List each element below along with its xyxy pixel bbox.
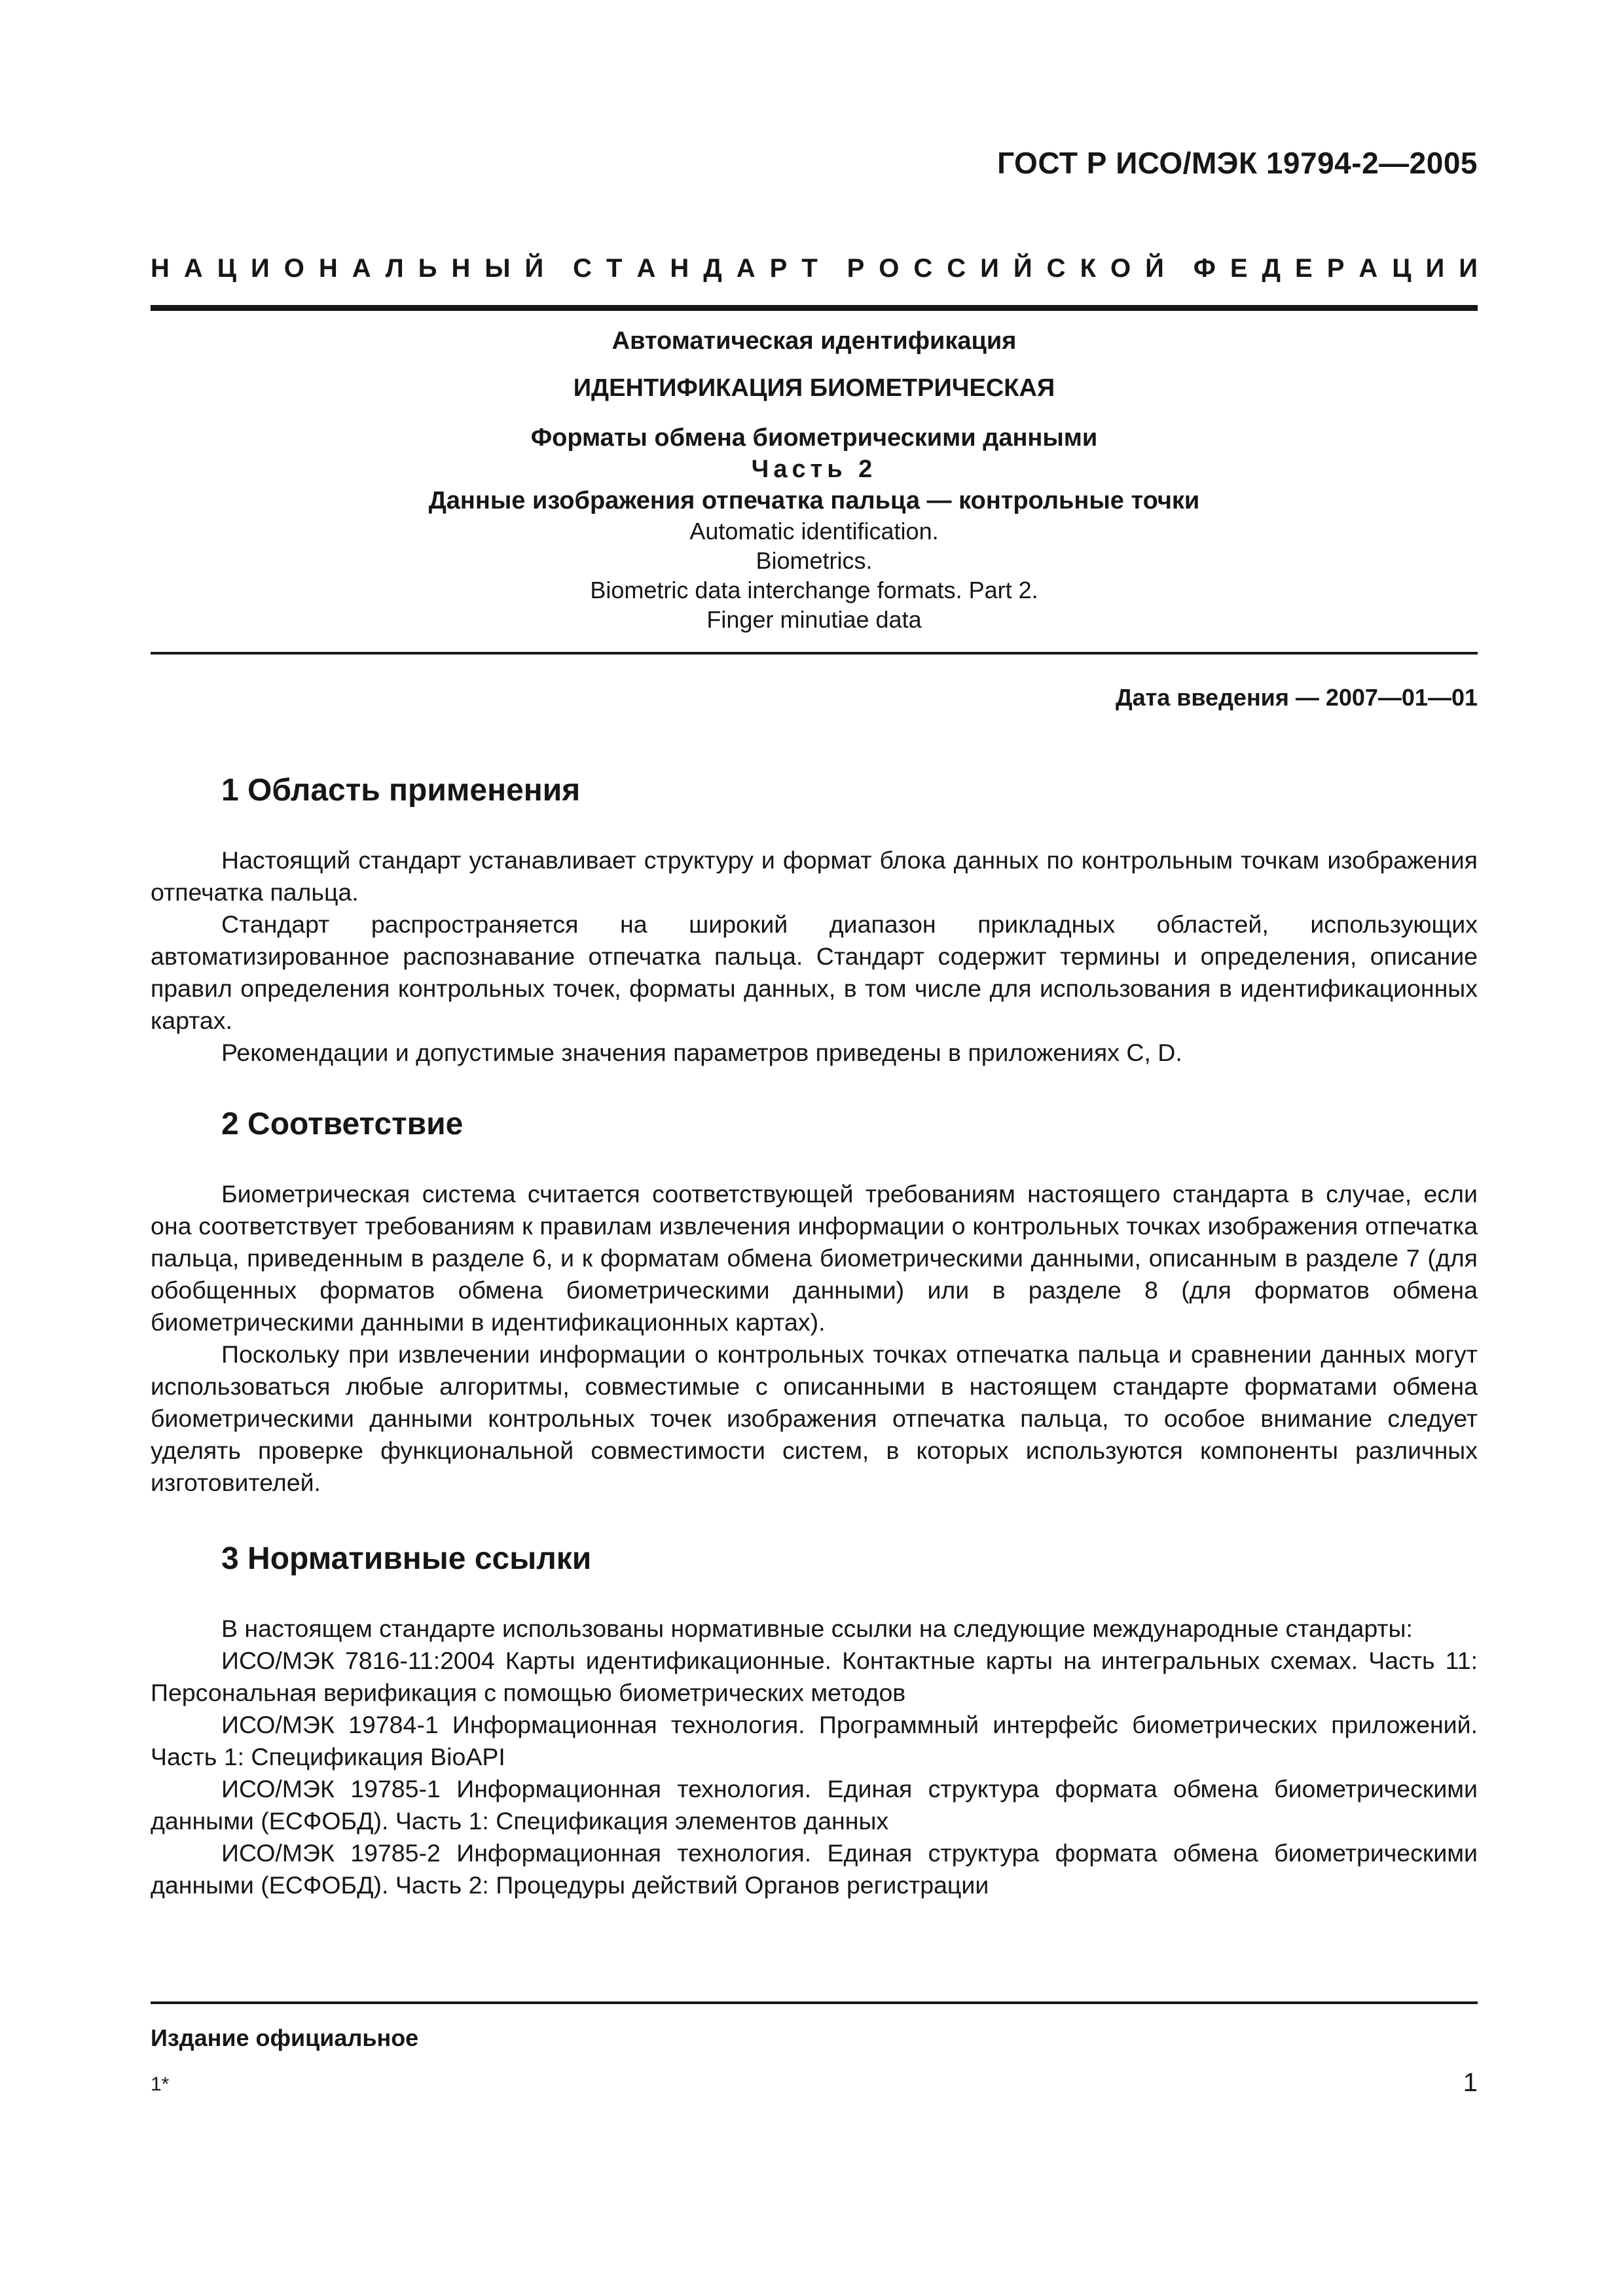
heading-letter: Й	[524, 254, 544, 283]
section-conformance	[151, 1105, 1478, 1499]
section-heading: 1 Область применения	[221, 773, 581, 808]
heading-letter: А	[636, 254, 656, 283]
heading-letter: Ь	[418, 254, 437, 283]
introduction-date: Дата введения — 2007—01—01	[1115, 684, 1478, 711]
heading-letter: Р	[1326, 254, 1345, 283]
heading-letter: А	[183, 254, 203, 283]
title-line: Автоматическая идентификация	[611, 327, 1017, 355]
paragraph: Биометрическая система считается соответствующей требованиям настоящего стандарта в случае, если она соответствует требованиям к правилам извлечения информации о контрольных точках изображения отпечатка пальца, приведенным в разделе 6, и к форматам обмена биометрическими данными, описанным в разделе 7 (для обобщенных форматов обмена биометрическими данными) или в разделе 8 (для форматов обмена биометрическими данными в идентификационных картах).	[151, 1180, 1478, 1336]
heading-letter: А	[352, 254, 371, 283]
heading-word	[847, 254, 1164, 283]
heading-letter: А	[736, 254, 756, 283]
title-block	[151, 325, 1478, 634]
heading-letter: Н	[451, 254, 471, 283]
heading-letter: К	[1080, 254, 1096, 283]
heading-letter: Ф	[1193, 254, 1216, 283]
heading-word	[151, 254, 543, 283]
english-title-line: Biometrics.	[756, 547, 873, 574]
section-scope	[151, 771, 1478, 1069]
heading-letter: С	[1046, 254, 1066, 283]
document-number: ГОСТ Р ИСО/МЭК 19794-2—2005	[997, 146, 1478, 180]
heading-letter: Н	[318, 254, 338, 283]
english-title-line: Biometric data interchange formats. Part 2.	[590, 577, 1038, 603]
reference-item: ИСО/МЭК 19784-1 Информационная технология. Программный интерфейс биометрических приложений. Часть 1: Спецификация BioAPI	[151, 1711, 1478, 1770]
heading-letter: Н	[670, 254, 689, 283]
heading-letter: Е	[1230, 254, 1248, 283]
heading-letter: О	[283, 254, 304, 283]
reference-item: ИСО/МЭК 7816-11:2004 Карты идентификационные. Контактные карты на интегральных схемах. Часть 11: Персональная верификация с помощью биометрических методов	[151, 1647, 1478, 1706]
heading-word	[573, 254, 818, 283]
title-line: Форматы обмена биометрическими данными	[530, 424, 1098, 452]
heading-letter: С	[913, 254, 933, 283]
section-heading: 2 Соответствие	[221, 1107, 464, 1141]
reference-item: ИСО/МЭК 19785-2 Информационная технология. Единая структура формата обмена биометрическими данными (ЕСФОБД). Часть 2: Процедуры действий Органов регистрации	[151, 1839, 1478, 1899]
heading-word	[1194, 254, 1478, 283]
section-heading: 3 Нормативные ссылки	[221, 1541, 592, 1576]
heading-letter: Н	[151, 254, 170, 283]
heading-letter: Д	[1262, 254, 1281, 283]
sheet-mark: 1*	[151, 2073, 170, 2095]
section-normative-references	[151, 1539, 1478, 1901]
heading-letter: Т	[801, 254, 818, 283]
heading-letter: Е	[1295, 254, 1313, 283]
title-rule	[151, 652, 1478, 655]
heading-letter: Р	[769, 254, 788, 283]
title-subtitle: Данные изображения отпечатка пальца — контрольные точки	[428, 487, 1200, 514]
reference-item: ИСО/МЭК 19785-1 Информационная технология. Единая структура формата обмена биометрическими данными (ЕСФОБД). Часть 1: Спецификация элементов данных	[151, 1775, 1478, 1835]
heading-letter: Ы	[484, 254, 511, 283]
heading-letter: Ц	[1392, 254, 1412, 283]
paragraph: Стандарт распространяется на широкий диапазон прикладных областей, использующих автоматизированное распознавание отпечатка пальца. Стандарт содержит термины и определения, описание правил определения контрольных точек, форматы данных, в том числе для использования в идентификационных картах.	[151, 910, 1478, 1034]
paragraph: Настоящий стандарт устанавливает структуру и формат блока данных по контрольным точкам изображения отпечатка пальца.	[151, 846, 1478, 906]
heading-letter: Ц	[217, 254, 236, 283]
heading-letter: И	[251, 254, 270, 283]
heading-letter: А	[1359, 254, 1378, 283]
heading-letter: Й	[1013, 254, 1032, 283]
heading-letter: Т	[606, 254, 623, 283]
heading-letter: И	[1459, 254, 1478, 283]
english-title-line: Finger minutiae data	[706, 606, 922, 633]
page-number: 1	[1463, 2068, 1478, 2097]
footer-rule	[151, 2001, 1478, 2004]
heading-letter: И	[1425, 254, 1445, 283]
heading-letter: С	[947, 254, 966, 283]
paragraph: Рекомендации и допустимые значения параметров приведены в приложениях C, D.	[221, 1039, 1182, 1066]
heading-letter: И	[980, 254, 999, 283]
heading-letter: Л	[385, 254, 404, 283]
title-part: Часть 2	[751, 456, 877, 483]
heading-letter: Р	[847, 254, 865, 283]
heading-letter: О	[1110, 254, 1131, 283]
paragraph: Поскольку при извлечении информации о контрольных точках отпечатка пальца и сравнении данных могут использоваться любые алгоритмы, совместимые с описанными в настоящем стандарте форматами обмена биометрическими данными контрольных точек изображения отпечатка пальца, то особое внимание следует уделять проверке функциональной совместимости систем, в которых используются компоненты различных изготовителей.	[151, 1340, 1478, 1496]
title-line-caps: ИДЕНТИФИКАЦИЯ БИОМЕТРИЧЕСКАЯ	[573, 374, 1055, 402]
heading-letter: О	[879, 254, 900, 283]
national-standard-heading	[151, 254, 1478, 283]
official-edition-label: Издание официальное	[151, 2024, 419, 2051]
header-rule	[151, 305, 1478, 311]
english-title-line: Automatic identification.	[689, 518, 939, 545]
heading-letter: С	[573, 254, 593, 283]
paragraph: В настоящем стандарте использованы нормативные ссылки на следующие международные стандарты:	[221, 1615, 1413, 1642]
heading-letter: Д	[703, 254, 722, 283]
heading-letter: Й	[1145, 254, 1164, 283]
